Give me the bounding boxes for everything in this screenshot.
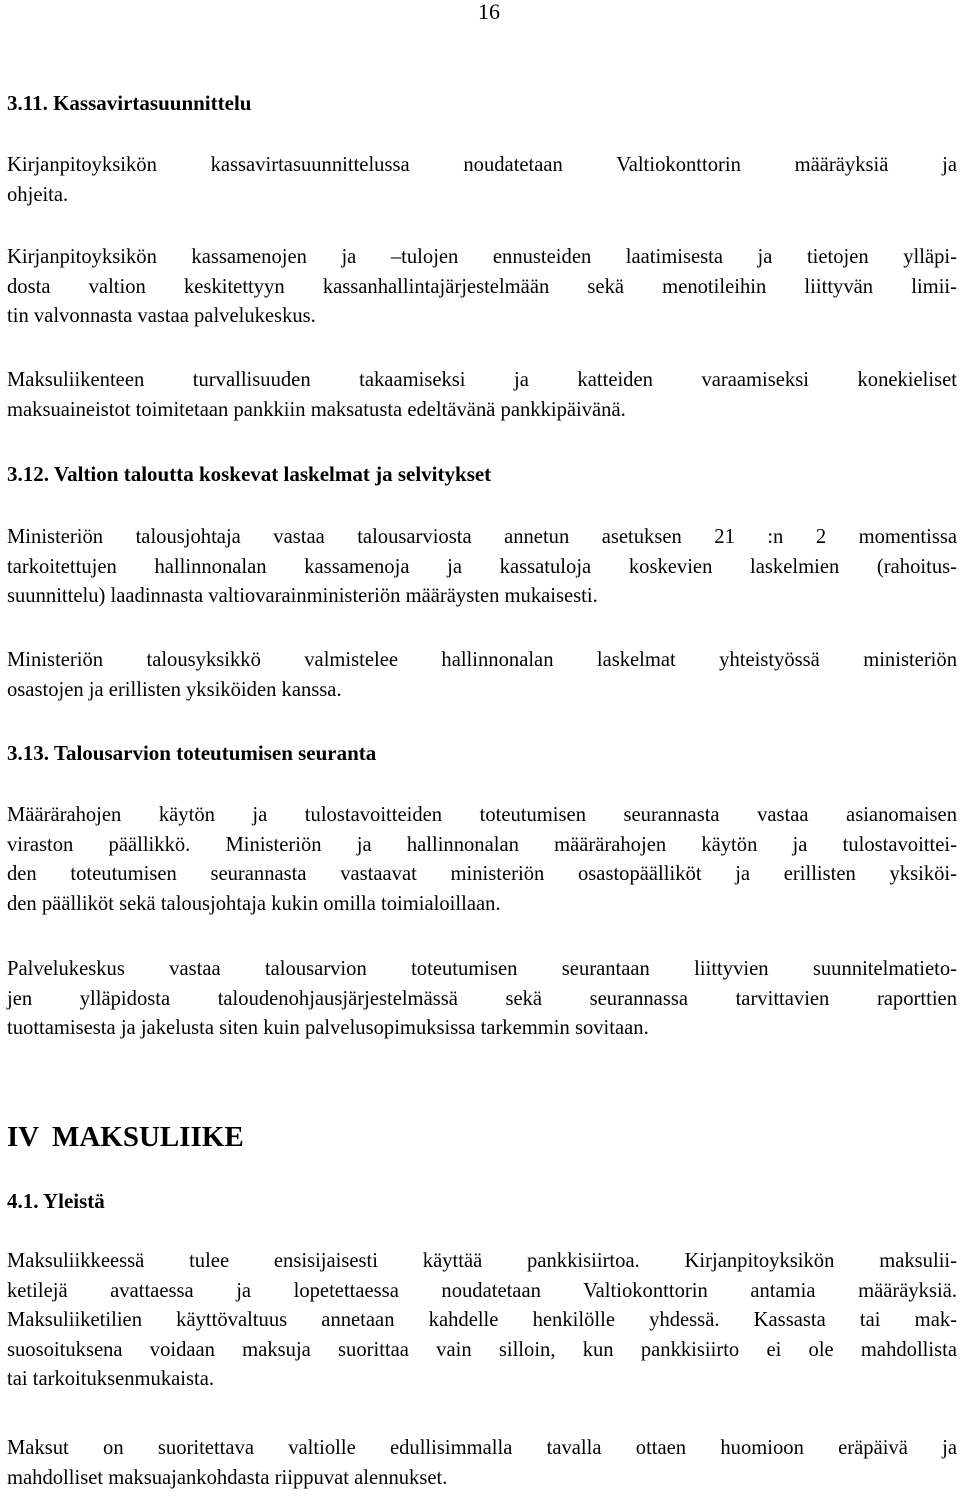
- text-line: tai tarkoituksenmukaista.: [7, 1368, 215, 1391]
- text-line: ohjeita.: [7, 183, 69, 206]
- text-line: Kirjanpitoyksikön kassamenojen ja –tulojen ennusteiden laatimisesta ja tietojen ylläpi-: [7, 246, 957, 268]
- text-line: ketilejä avattaessa ja lopetettaessa noudatetaan Valtiokonttorin antamia määräyksiä.: [7, 1279, 957, 1302]
- text-line: Maksuliikenteen turvallisuuden takaamiseksi ja katteiden varaamiseksi konekieliset: [7, 369, 957, 391]
- paragraph: [7, 1434, 957, 1493]
- text-line: suunnittelu) laadinnasta valtiovarainministeriön määräysten mukaisesti.: [7, 585, 598, 608]
- section-heading-4-1: 4.1. Yleistä: [7, 1189, 105, 1213]
- paragraph: [7, 1247, 957, 1395]
- text-line: den päälliköt sekä talousjohtaja kukin omilla toimialoillaan.: [7, 892, 501, 915]
- text-line: Palvelukeskus vastaa talousarvion toteutumisen seurantaan liittyvien suunnitelmatieto-: [7, 958, 957, 980]
- paragraph: [7, 523, 957, 612]
- paragraph: [7, 243, 957, 332]
- text-line: tarkoitettujen hallinnonalan kassamenoja ja kassatuloja koskevien laskelmien (rahoitus-: [7, 555, 957, 578]
- text-line: Maksuliikkeessä tulee ensisijaisesti käyttää pankkisiirtoa. Kirjanpitoyksikön maksulii-: [7, 1250, 957, 1272]
- text-line: jen ylläpidosta taloudenohjausjärjestelmässä sekä seurannassa tarvittavien raporttien: [7, 987, 957, 1010]
- text-line: viraston päällikkö. Ministeriön ja hallinnonalan määrärahojen käytön ja tulostavoittei-: [7, 833, 957, 856]
- paragraph: [7, 366, 957, 425]
- text-line: maksuaineistot toimitetaan pankkiin maksatusta edeltävänä pankkipäivänä.: [7, 398, 626, 421]
- paragraph: [7, 646, 957, 705]
- text-line: Ministeriön talousjohtaja vastaa talousarviosta annetun asetuksen 21 :n 2 momentissa: [7, 526, 957, 548]
- text-line: Ministeriön talousyksikkö valmistelee hallinnonalan laskelmat yhteistyössä ministeriön: [7, 649, 957, 671]
- paragraph: [7, 151, 957, 210]
- paragraph: [7, 955, 957, 1044]
- text-line: mahdolliset maksuajankohdasta riippuvat alennukset.: [7, 1466, 448, 1489]
- text-line: Maksuliiketilien käyttövaltuus annetaan kahdelle henkilölle yhdessä. Kassasta tai mak-: [7, 1309, 957, 1332]
- text-line: dosta valtion keskitettyyn kassanhallintajärjestelmään sekä menotileihin liittyvän limii-: [7, 275, 957, 298]
- text-line: Kirjanpitoyksikön kassavirtasuunnittelussa noudatetaan Valtiokonttorin määräyksiä ja: [7, 154, 957, 176]
- text-line: den toteutumisen seurannasta vastaavat ministeriön osastopäälliköt ja erillisten yksiköi-: [7, 863, 957, 886]
- text-line: tin valvonnasta vastaa palvelukeskus.: [7, 305, 316, 328]
- page-number: 16: [478, 0, 500, 24]
- chapter-heading: IV MAKSULIIKE: [7, 1121, 244, 1153]
- text-line: tuottamisesta ja jakelusta siten kuin palvelusopimuksissa tarkemmin sovitaan.: [7, 1017, 649, 1040]
- text-line: suosoituksena voidaan maksuja suorittaa vain silloin, kun pankkisiirto ei ole mahdollista: [7, 1338, 957, 1361]
- section-heading-3-11: 3.11. Kassavirtasuunnittelu: [7, 91, 252, 115]
- section-heading-3-13: 3.13. Talousarvion toteutumisen seuranta: [7, 741, 377, 765]
- text-line: Määrärahojen käytön ja tulostavoitteiden toteutumisen seurannasta vastaa asianomaisen: [7, 804, 957, 826]
- paragraph: [7, 801, 957, 919]
- text-line: Maksut on suoritettava valtiolle edullisimmalla tavalla ottaen huomioon eräpäivä ja: [7, 1437, 957, 1459]
- text-line: osastojen ja erillisten yksiköiden kanssa.: [7, 678, 342, 701]
- section-heading-3-12: 3.12. Valtion taloutta koskevat laskelmat ja selvitykset: [7, 462, 492, 486]
